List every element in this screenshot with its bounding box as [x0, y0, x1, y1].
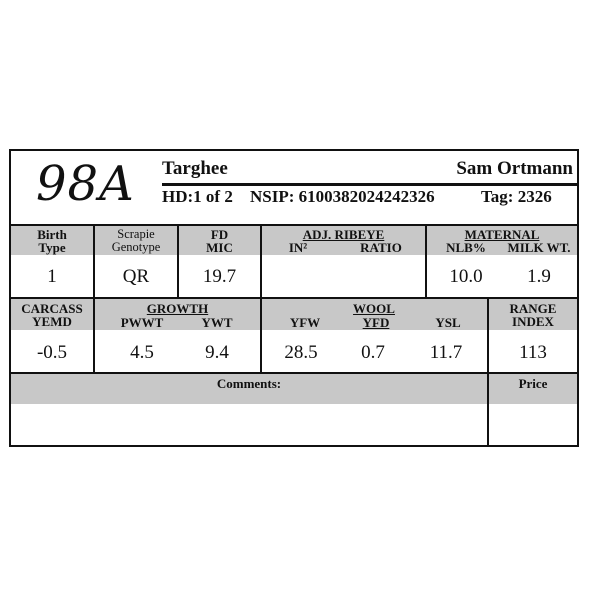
price-label: Price [518, 376, 548, 391]
breed: Targhee [162, 158, 228, 179]
consignor: Sam Ortmann [456, 158, 573, 179]
hd-count: HD:1 of 2 [162, 187, 233, 206]
yfw-value: 28.5 [284, 342, 318, 363]
ysl-label: YSL [435, 315, 461, 330]
carcass-yemd-value: -0.5 [36, 342, 68, 363]
header-rule [162, 183, 577, 186]
scrapie-genotype-value: QR [122, 266, 150, 287]
divider [11, 372, 577, 374]
maternal-label: MATERNAL [464, 227, 540, 242]
fd-mic-label: FD MIC [206, 227, 233, 255]
nlb-value: 10.0 [449, 266, 483, 287]
adj-ribeye-label: ADJ. RIBEYE [302, 227, 385, 242]
milk-wt-label: MILK WT. [507, 240, 571, 255]
yfw-label: YFW [289, 315, 321, 330]
pwwt-value: 4.5 [130, 342, 154, 363]
divider [11, 297, 577, 299]
range-index-label: RANGE INDEX [509, 301, 557, 329]
ysl-value: 11.7 [429, 342, 463, 363]
milk-wt-value: 1.9 [527, 266, 551, 287]
in2-label: IN² [288, 240, 308, 255]
birth-type-label: Birth Type [37, 227, 67, 255]
divider [260, 297, 262, 374]
divider [11, 224, 577, 226]
comments-label: Comments: [216, 376, 282, 391]
yfd-value: 0.7 [361, 342, 385, 363]
fd-mic-value: 19.7 [202, 266, 237, 287]
ywt-label: YWT [201, 315, 233, 330]
tag-number: Tag: 2326 [481, 187, 552, 206]
nlb-label: NLB% [446, 240, 486, 255]
lot-number: 98A [36, 156, 135, 212]
sale-lot-card [9, 149, 579, 447]
carcass-yemd-label: CARCASS YEMD [21, 301, 83, 329]
nsip-number: NSIP: 6100382024242326 [250, 187, 435, 206]
yfd-label: YFD [362, 315, 390, 330]
pwwt-label: PWWT [120, 315, 164, 330]
range-index-value: 113 [519, 342, 547, 363]
ywt-value: 9.4 [205, 342, 229, 363]
ratio-label: RATIO [360, 240, 402, 255]
scrapie-genotype-label: Scrapie Genotype [111, 227, 161, 254]
growth-label: GROWTH [146, 301, 209, 316]
wool-label: WOOL [353, 301, 395, 316]
birth-type-value: 1 [47, 266, 57, 287]
